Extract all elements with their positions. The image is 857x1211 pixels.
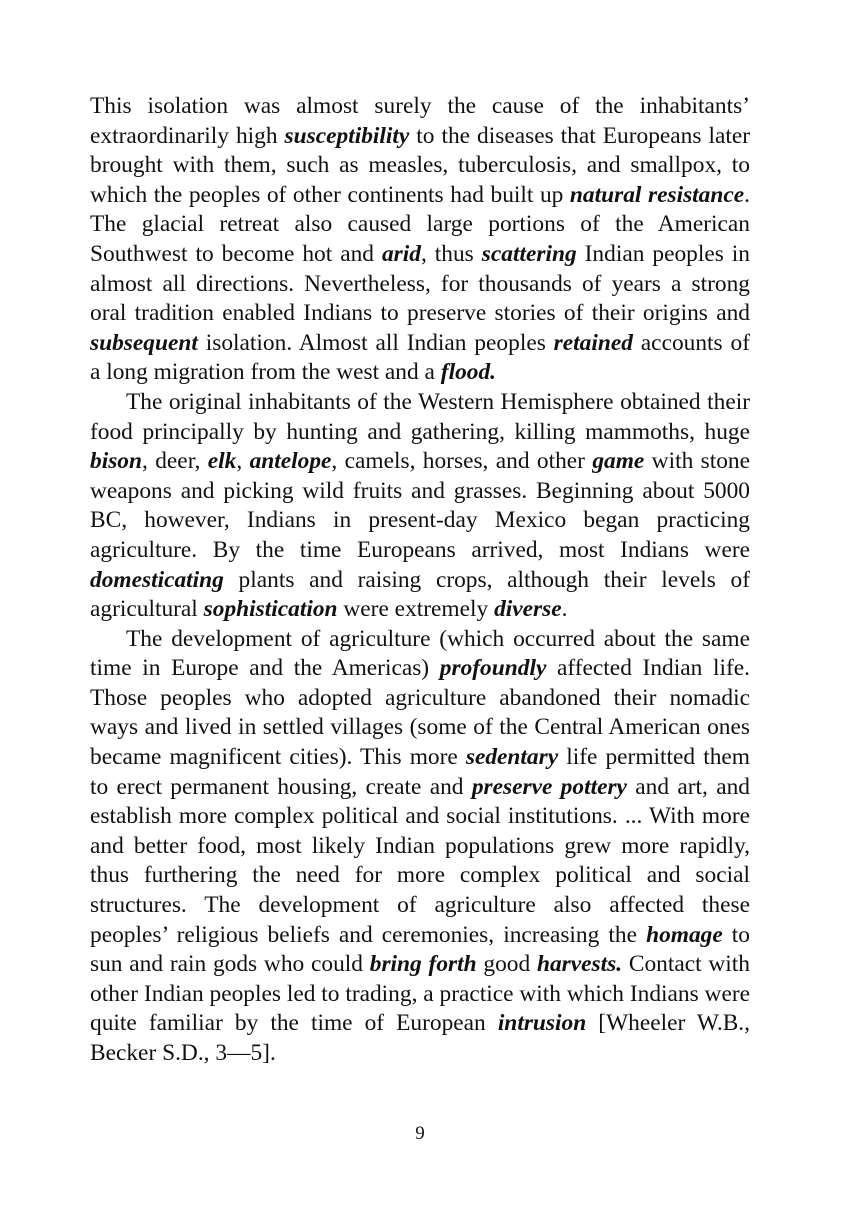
text-segment: , thus [420,240,482,267]
text-segment: Indian peoples in almost all directions. Nevertheless, for thousands of years a strong oral tradition enabled Indians to preserve stories of their origins and [90,240,750,327]
emphasized-term: bison [90,448,143,475]
emphasized-term: scattering [481,240,577,267]
emphasized-term: sedentary [465,744,559,771]
emphasized-term: intrusion [497,1010,587,1037]
emphasized-term: natural resistance [569,181,745,208]
emphasized-term: domesticating [90,566,224,593]
emphasized-term: profoundly [439,655,547,682]
text-segment: to the diseases that Europeans later brought with them, such as measles, tuberculosis, and smallpox, to which the peoples of other continents had built up [90,122,750,208]
emphasized-term: susceptibility [284,122,410,149]
paragraph-2 [90,388,750,625]
emphasized-term: homage [646,921,723,948]
emphasized-term: arid [381,240,421,267]
emphasized-term: harvests. [536,951,623,978]
emphasized-term: elk [207,448,237,475]
page-number: 9 [415,1123,425,1144]
text-segment: life permitted them to erect permanent housing, create and [90,744,750,800]
text-segment: with stone weapons and picking wild fruits and grasses. Beginning about 5000 BC, however, Indians in present-day Mexico began practicing agriculture. By the time Europeans arrived, most Indians were [90,448,751,563]
text-segment: were extremely [337,596,495,623]
emphasized-term: preserve pottery [471,773,627,800]
text-segment: affected Indian life. Those peoples who adopted agriculture abandoned their nomadic ways and lived in settled villages (some of the Central American ones became magnificent cities). This more [90,655,750,771]
paragraph-3 [90,625,750,1069]
text-segment: and art, and establish more complex political and social institutions. ... With more and better food, most likely Indian populations grew more rapidly, thus furthering the need for more complex political and social structures. The development of agriculture also affected these peoples’ religious beliefs and ceremonies, increasing the [90,773,750,948]
text-segment: The development of agriculture (which occurred about the same time in Europe and the Americas) [90,625,750,682]
text-segment: isolation. Almost all Indian peoples [197,329,554,356]
emphasized-term: retained [553,329,633,356]
text-segment: The original inhabitants of the Western Hemisphere obtained their food principally by hunting and gathering, killing mammoths, huge [90,388,750,445]
emphasized-term: sophistication [203,596,338,623]
emphasized-term: flood. [440,359,497,386]
document-page [90,92,750,1069]
emphasized-term: bring forth [369,951,477,978]
text-segment: , [236,448,250,475]
text-segment: good [476,951,537,978]
emphasized-term: antelope [249,448,332,475]
text-segment: to sun and rain gods who could [90,921,751,978]
paragraph-1 [90,92,750,388]
text-segment: accounts of a long migration from the west and a [90,329,750,386]
text-segment: This isolation was almost surely the cause of the inhabitants’ extraordinarily high [90,93,750,149]
emphasized-term: game [592,448,645,475]
text-segment: , camels, horses, and other [331,448,593,475]
text-segment: , deer, [142,448,208,475]
text-segment: [Wheeler W.B., Becker S.D., 3—5]. [90,1010,750,1066]
text-segment: . The glacial retreat also caused large portions of the American Southwest to become hot and [90,181,750,267]
emphasized-term: subsequent [90,329,198,356]
text-segment: plants and raising crops, although their levels of agricultural [90,566,750,623]
text-segment: Contact with other Indian peoples led to trading, a practice with which Indians were quite familiar by the time of European [90,951,750,1037]
emphasized-term: diverse [494,596,562,623]
text-segment: . [561,596,568,623]
